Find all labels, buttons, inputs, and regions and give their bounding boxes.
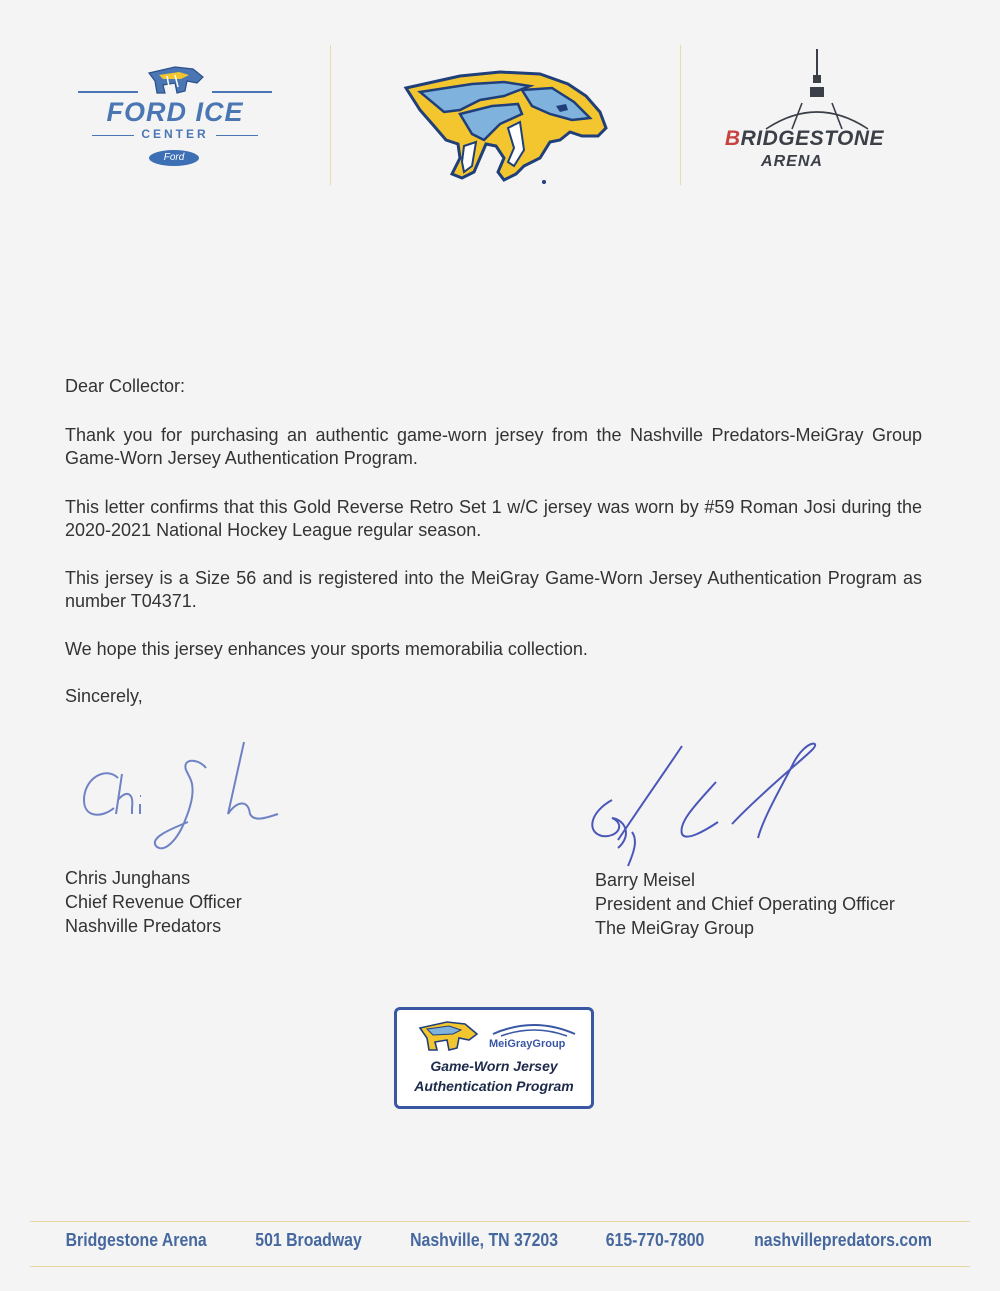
paragraph-3: This jersey is a Size 56 and is registered into the MeiGray Game-Worn Jersey Authentication Program as number T04371. — [65, 568, 922, 611]
ford-rule-left — [78, 91, 138, 93]
paragraph-2: This letter confirms that this Gold Reverse Retro Set 1 w/C jersey was worn by #59 Roman Josi during the 2020-2021 National Hockey League regular season. — [65, 497, 922, 540]
meigray-group-brand: MeiGrayGroup — [489, 1038, 566, 1050]
header-divider-right — [680, 45, 681, 185]
signer-right-title: President and Chief Operating Officer — [595, 894, 895, 914]
footer-venue: Bridgestone Arena — [65, 1230, 207, 1250]
predators-logo-icon — [400, 62, 610, 187]
signer-left-title: Chief Revenue Officer — [65, 892, 242, 912]
ford-ice-wordmark: FORD ICE — [106, 97, 244, 127]
ford-oval-badge: Ford — [149, 150, 199, 166]
footer-phone: 615-770-7800 — [605, 1230, 705, 1250]
signature-barry-meisel — [582, 740, 822, 880]
signer-left — [65, 866, 242, 938]
signer-right-org: The MeiGray Group — [595, 918, 755, 938]
footer-address: 501 Broadway — [254, 1230, 362, 1250]
footer-contact-line — [0, 1230, 1000, 1251]
bridgestone-wordmark — [712, 127, 897, 151]
signer-right — [595, 868, 895, 940]
footer-website: nashvillepredators.com — [753, 1230, 932, 1250]
badge-line-2: Authentication Program — [414, 1078, 574, 1094]
footer-rule-bottom — [30, 1266, 970, 1267]
ford-center-label: CENTER — [141, 127, 209, 141]
paragraph-4: We hope this jersey enhances your sports memorabilia collection. — [65, 639, 588, 659]
arena-arch-icon — [491, 1020, 577, 1038]
closing: Sincerely, — [65, 686, 143, 706]
predators-head-icon — [417, 1018, 481, 1054]
arena-tower-icon — [762, 45, 872, 130]
bridgestone-b-letter: B — [724, 127, 741, 150]
signature-chris-junghans — [78, 738, 288, 863]
ford-rule-right — [212, 91, 272, 93]
signer-left-org: Nashville Predators — [65, 916, 222, 936]
signer-left-name: Chris Junghans — [65, 868, 191, 888]
footer-city: Nashville, TN 37203 — [409, 1230, 558, 1250]
paragraph-1: Thank you for purchasing an authentic game-worn jersey from the Nashville Predators-MeiGray Group Game-Worn Jersey Authentication Program. — [65, 425, 922, 468]
arena-label: ARENA — [761, 153, 823, 170]
authentication-program-badge — [394, 1007, 594, 1109]
badge-line-1: Game-Worn Jersey — [430, 1058, 558, 1074]
footer-rule-top — [30, 1221, 970, 1222]
header-divider-left — [330, 45, 331, 185]
bridgestone-rest-letters: RIDGESTONE — [740, 127, 885, 150]
bridgestone-arena-logo — [712, 45, 897, 180]
salutation: Dear Collector: — [65, 376, 186, 396]
predators-head-icon — [145, 63, 207, 97]
ford-ice-center-logo — [70, 55, 280, 175]
signer-right-name: Barry Meisel — [595, 870, 696, 890]
